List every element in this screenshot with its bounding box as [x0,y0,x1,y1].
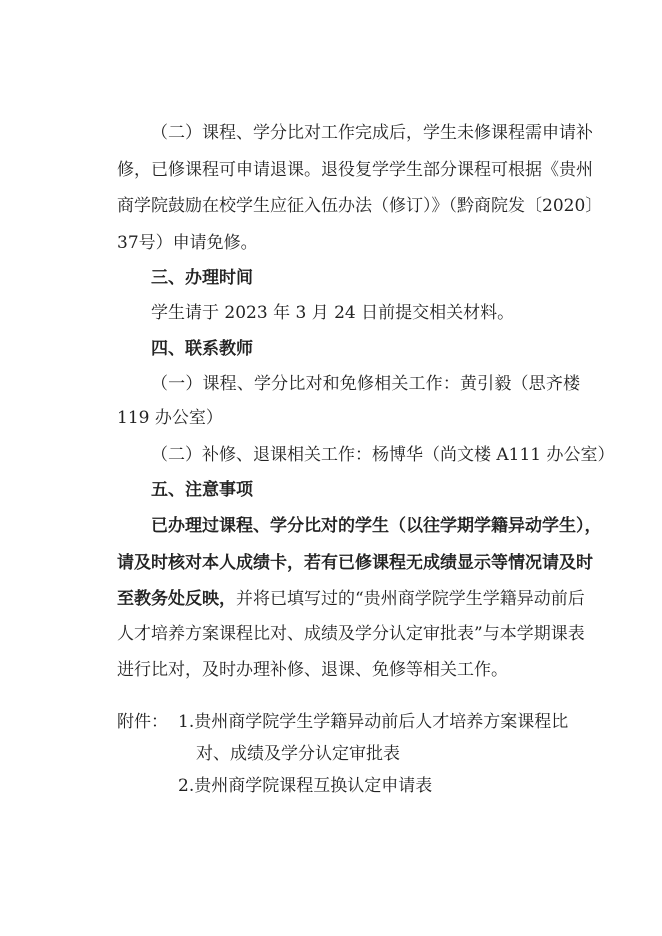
attachment-item: 1.贵州商学院学生学籍异动前后人才培养方案课程比 [178,712,569,732]
notice-line: 人才培养方案课程比对、成绩及学分认定审批表”与本学期课表 [117,624,585,644]
section-text: 学生请于 2023 年 3 月 24 日前提交相关材料。 [151,303,515,323]
notice-line [117,588,585,610]
attachment-item: 对、成绩及学分认定审批表 [196,744,400,764]
contact-line: （一）课程、学分比对和免修相关工作：黄引毅（思齐楼 [151,374,580,394]
para-line: 37号）申请免修。 [117,233,258,253]
contact-line: 119 办公室） [117,408,223,428]
attachment-label: 附件： [117,712,168,732]
section-heading: 三、办理时间 [151,268,253,288]
notice-line [151,515,602,537]
para-line: 修，已修课程可申请退课。退役复学学生部分课程可根据《贵州 [117,160,593,180]
notice-bold: 请及时核对本人成绩卡，若有已修课程无成绩显示等情况请及时 [117,553,593,573]
section-heading: 四、联系教师 [151,339,253,359]
notice-line: 进行比对，及时办理补修、退课、免修等相关工作。 [117,660,508,680]
notice-text: 并将已填写过的“贵州商学院学生学籍异动前后 [236,589,585,609]
para-line: 商学院鼓励在校学生应征入伍办法（修订）》（黔商院发〔2020〕 [117,196,603,216]
notice-line [117,552,593,574]
notice-bold: 已办理过课程、学分比对的学生（以往学期学籍异动学生）， [151,516,602,536]
para-line: （二）课程、学分比对工作完成后，学生未修课程需申请补 [151,123,593,143]
section-heading: 五、注意事项 [151,480,253,500]
attachment-item: 2.贵州商学院课程互换认定申请表 [178,776,433,796]
notice-bold: 至教务处反映， [117,589,236,609]
contact-line: （二）补修、退课相关工作：杨博华（尚文楼 A111 办公室） [151,445,615,465]
